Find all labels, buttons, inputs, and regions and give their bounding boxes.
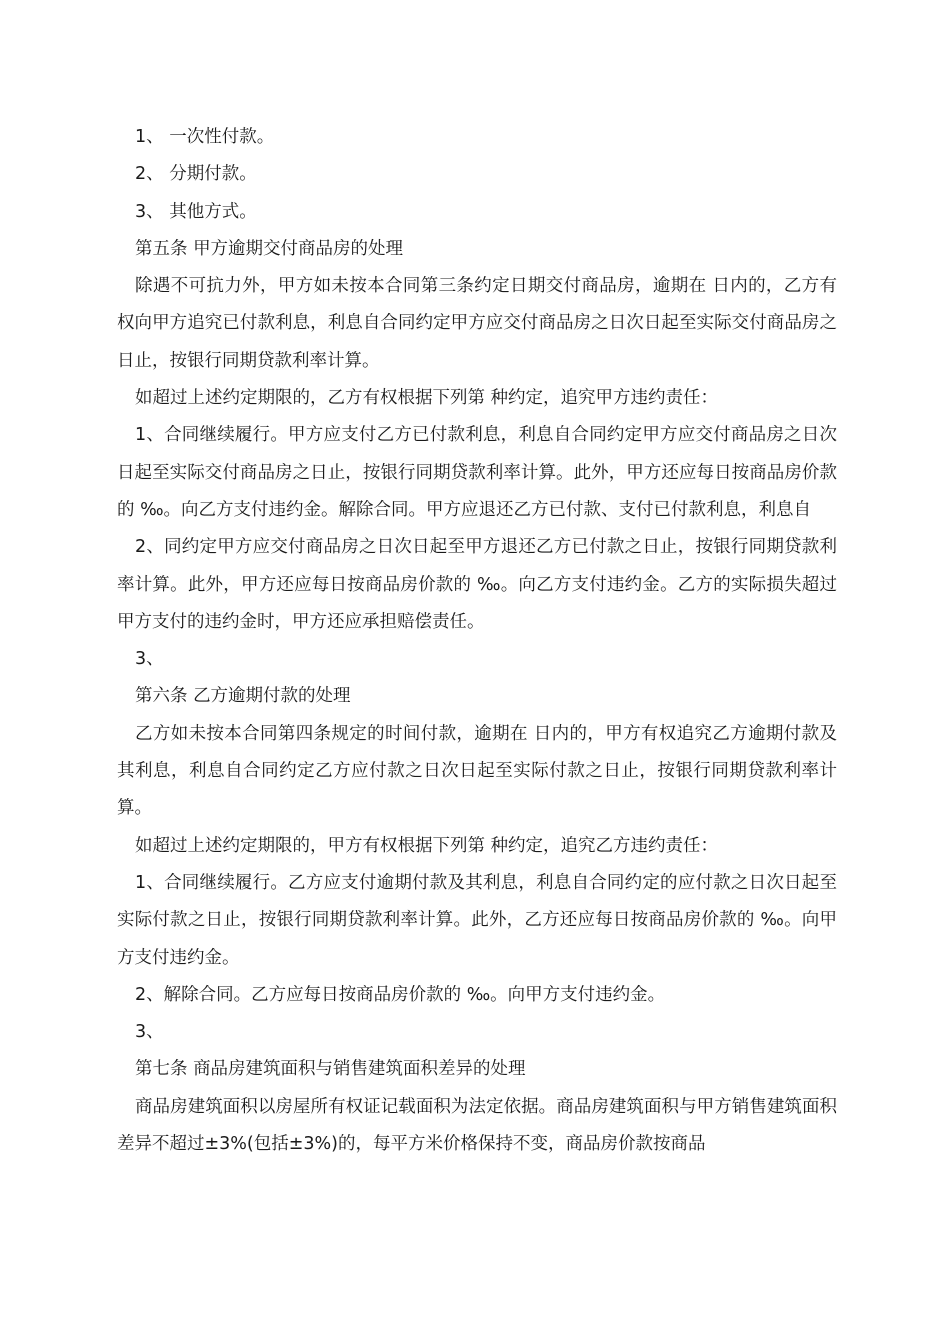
article-6-clause-1: 1、合同继续履行。乙方应支付逾期付款及其利息，利息自合同约定的应付款之日次日起至实际付款之日止，按银行同期贷款利率计算。此外，乙方还应每日按商品房价款的 ‰。向甲方支付违约金。 [117,872,837,968]
article-7-heading: 第七条 商品房建筑面积与销售建筑面积差异的处理 [135,1059,526,1080]
article-5-heading: 第五条 甲方逾期交付商品房的处理 [135,238,404,259]
article-6-paragraph-1: 乙方如未按本合同第四条规定的时间付款，逾期在 日内的，甲方有权追究乙方逾期付款及其利息，利息自合同约定乙方应付款之日次日起至实际付款之日止，按银行同期贷款利率计算。 [117,723,837,819]
article-5-paragraph-2: 如超过上述约定期限的，乙方有权根据下列第 种约定，追究甲方违约责任： [135,388,719,409]
article-5-clause-3: 3、 [135,649,164,670]
payment-option-3: 3、 其他方式。 [135,201,257,222]
article-5-paragraph-1: 除遇不可抗力外，甲方如未按本合同第三条约定日期交付商品房，逾期在 日内的，乙方有权向甲方追究已付款利息，利息自合同约定甲方应交付商品房之日次日起至实际交付商品房之日止，按银行同期贷款利率计算。 [117,276,837,371]
article-6-heading: 第六条 乙方逾期付款的处理 [135,686,351,707]
article-6-clause-2: 2、解除合同。乙方应每日按商品房价款的 ‰。向甲方支付违约金。 [135,984,666,1005]
article-7-paragraph-1: 商品房建筑面积以房屋所有权证记载面积为法定依据。商品房建筑面积与甲方销售建筑面积差异不超过±3%(包括±3%)的，每平方米价格保持不变，商品房价款按商品 [117,1096,837,1155]
article-5-clause-2: 2、同约定甲方应交付商品房之日次日起至甲方退还乙方已付款之日止，按银行同期贷款利率计算。此外，甲方还应每日按商品房价款的 ‰。向乙方支付违约金。乙方的实际损失超过甲方支付的违约金时，甲方还应承担赔偿责任。 [117,537,837,632]
article-6-clause-3: 3、 [135,1022,164,1043]
document-body [117,119,837,1163]
payment-option-1: 1、 一次性付款。 [135,127,275,147]
payment-option-2: 2、 分期付款。 [135,164,257,185]
article-5-clause-1: 1、合同继续履行。甲方应支付乙方已付款利息，利息自合同约定甲方应交付商品房之日次日起至实际交付商品房之日止，按银行同期贷款利率计算。此外，甲方还应每日按商品房价款的 ‰。向乙方支付违约金。解除合同。甲方应退还乙方已付款、支付已付款利息，利息自 [117,425,837,520]
article-6-paragraph-2: 如超过上述约定期限的，甲方有权根据下列第 种约定，追究乙方违约责任： [135,835,719,856]
